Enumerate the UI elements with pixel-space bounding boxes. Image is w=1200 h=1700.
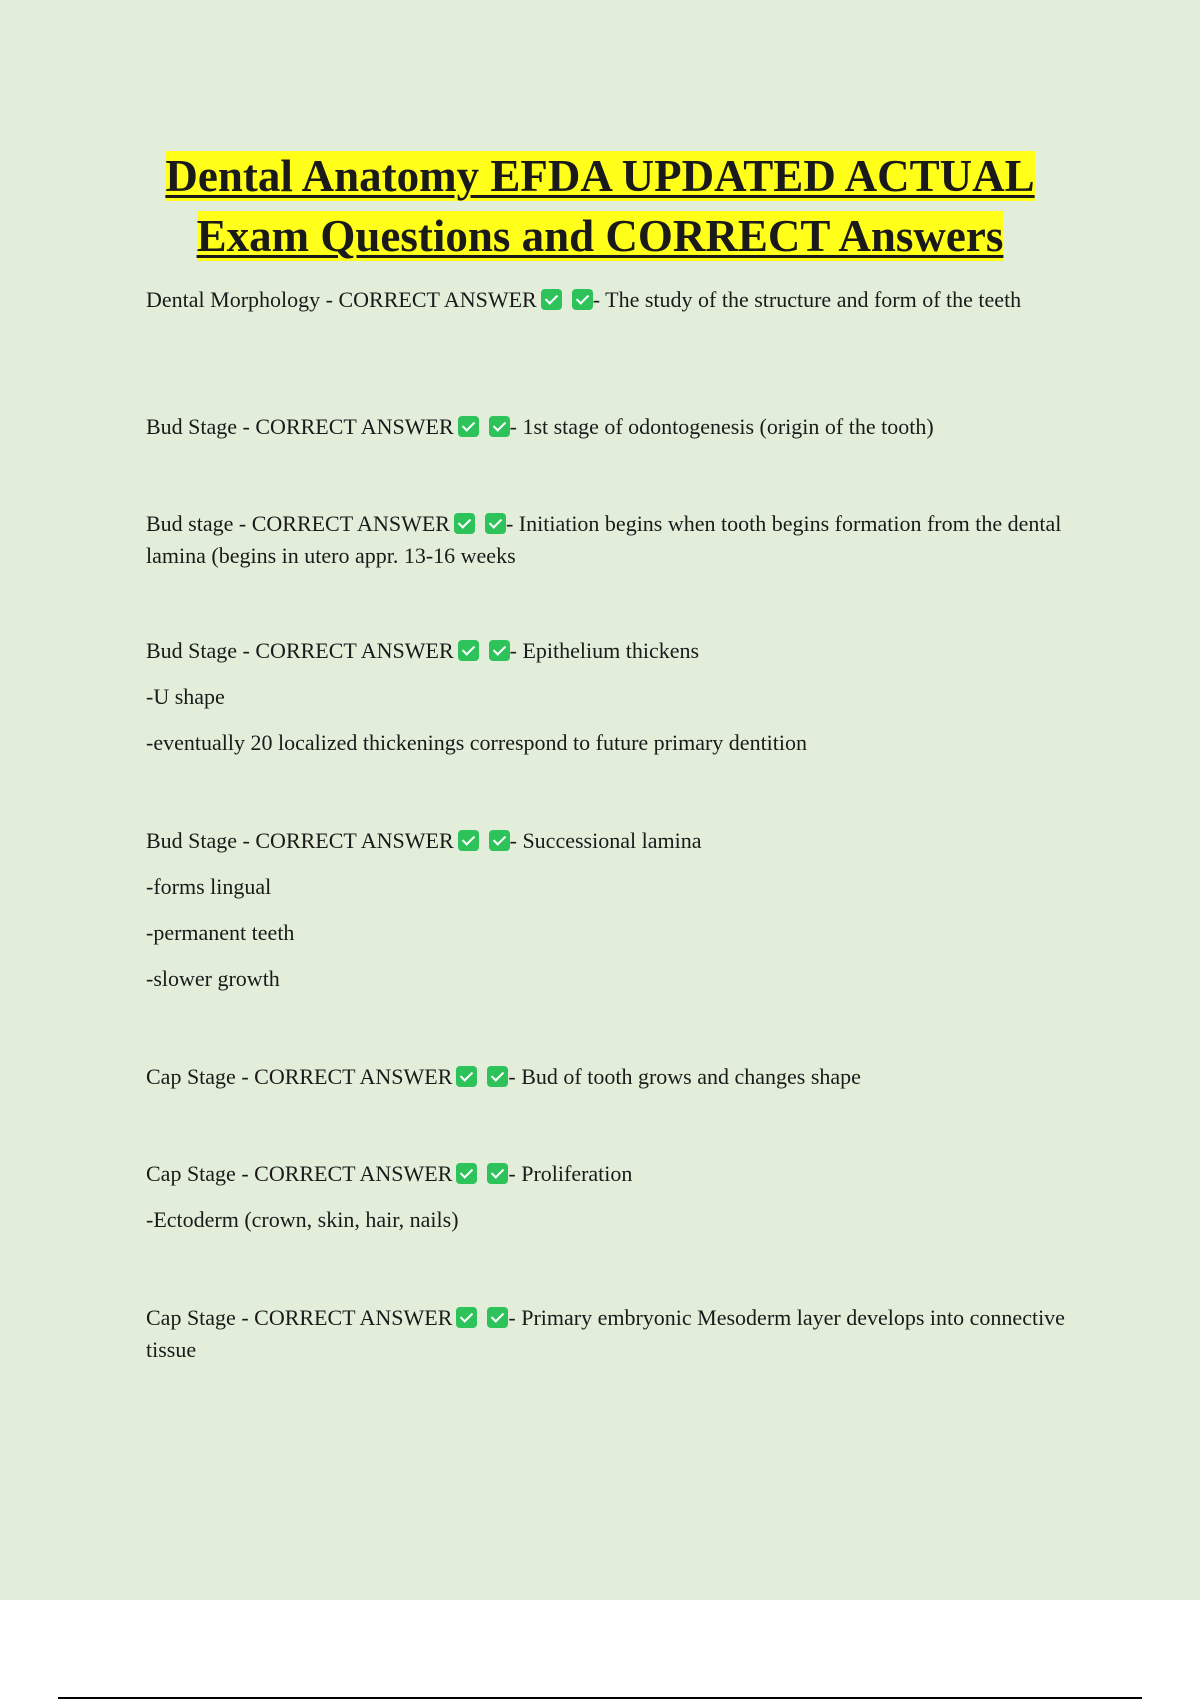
- document-title: [0, 146, 1200, 266]
- check-box-icon: [489, 416, 510, 437]
- qa-term: Cap Stage - CORRECT ANSWER: [146, 1305, 453, 1330]
- qa-entry: [146, 1061, 1076, 1093]
- qa-entry: [146, 284, 1076, 316]
- qa-answer: - Epithelium thickens: [509, 638, 700, 663]
- check-box-icon: [572, 289, 593, 310]
- footer-divider: [58, 1697, 1142, 1699]
- qa-answer: - Bud of tooth grows and changes shape: [508, 1064, 861, 1089]
- check-box-icon: [489, 640, 510, 661]
- check-box-icon: [458, 830, 479, 851]
- check-box-icon: [541, 289, 562, 310]
- qa-answer: - The study of the structure and form of the teeth: [592, 287, 1022, 312]
- qa-detail: -permanent teeth: [146, 920, 295, 945]
- title-line-1: Dental Anatomy EFDA UPDATED ACTUAL: [165, 151, 1035, 201]
- qa-entry: [146, 411, 1076, 443]
- qa-answer: - Proliferation: [508, 1161, 633, 1186]
- qa-entry: [146, 1302, 1076, 1366]
- check-box-icon: [456, 1066, 477, 1087]
- check-box-icon: [487, 1163, 508, 1184]
- qa-term: Bud Stage - CORRECT ANSWER: [146, 638, 454, 663]
- check-box-icon: [456, 1307, 477, 1328]
- qa-question-line: [146, 635, 1076, 667]
- qa-term: Bud Stage - CORRECT ANSWER: [146, 414, 454, 439]
- qa-question-line: [146, 284, 1076, 316]
- check-box-icon: [458, 640, 479, 661]
- qa-detail: -eventually 20 localized thickenings correspond to future primary dentition: [146, 730, 808, 755]
- qa-question-line: [146, 825, 1076, 857]
- qa-question-line: [146, 1158, 1076, 1190]
- qa-question-line: [146, 1302, 1076, 1366]
- qa-term: Cap Stage - CORRECT ANSWER: [146, 1064, 453, 1089]
- qa-answer: - 1st stage of odontogenesis (origin of the tooth): [509, 414, 934, 439]
- qa-entry: [146, 508, 1076, 572]
- qa-answer: - Primary embryonic Mesoderm layer develops into connective tissue: [146, 1305, 1065, 1362]
- qa-answer: - Successional lamina: [509, 828, 702, 853]
- qa-term: Dental Morphology - CORRECT ANSWER: [146, 287, 537, 312]
- qa-detail: -forms lingual: [146, 874, 272, 899]
- check-box-icon: [489, 830, 510, 851]
- qa-term: Cap Stage - CORRECT ANSWER: [146, 1161, 453, 1186]
- check-box-icon: [485, 513, 506, 534]
- check-box-icon: [487, 1307, 508, 1328]
- check-box-icon: [487, 1066, 508, 1087]
- qa-answer: - Initiation begins when tooth begins formation from the dental lamina (begins in utero appr. 13-16 weeks: [146, 511, 1062, 568]
- qa-question-line: [146, 411, 1076, 443]
- qa-entry: [146, 635, 1076, 759]
- check-box-icon: [456, 1163, 477, 1184]
- qa-detail: -Ectoderm (crown, skin, hair, nails): [146, 1207, 459, 1232]
- check-box-icon: [454, 513, 475, 534]
- qa-term: Bud Stage - CORRECT ANSWER: [146, 828, 454, 853]
- qa-entry: [146, 1158, 1076, 1236]
- check-box-icon: [458, 416, 479, 437]
- qa-question-line: [146, 1061, 1076, 1093]
- qa-term: Bud stage - CORRECT ANSWER: [146, 511, 450, 536]
- qa-question-line: [146, 508, 1076, 572]
- qa-entry: [146, 825, 1076, 995]
- qa-detail: -slower growth: [146, 966, 280, 991]
- title-line-2: Exam Questions and CORRECT Answers: [196, 211, 1004, 261]
- qa-detail: -U shape: [146, 684, 225, 709]
